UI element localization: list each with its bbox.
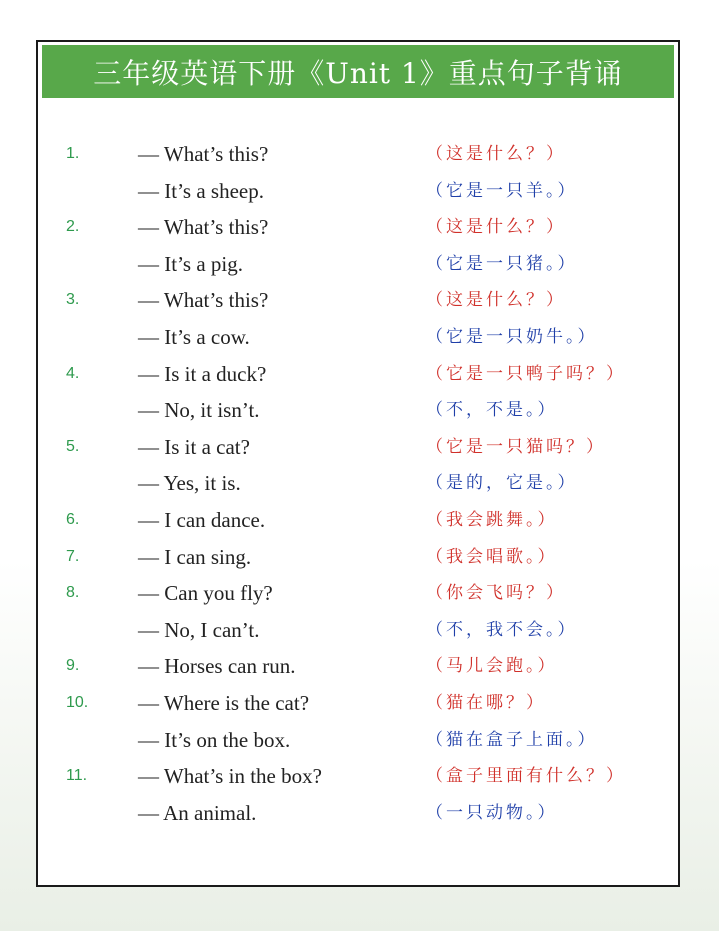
- document-frame: [36, 40, 680, 887]
- english-sentence: — It’s a cow.: [138, 324, 250, 349]
- sentence-row: [38, 209, 678, 246]
- item-number: 2.: [66, 218, 80, 236]
- chinese-translation: （这是什么？）: [426, 290, 566, 311]
- page-title: 三年级英语下册《Unit 1》重点句子背诵: [42, 45, 674, 98]
- chinese-translation: （一只动物。）: [426, 802, 558, 823]
- chinese-translation: （不，不是。）: [426, 400, 558, 421]
- sentence-row: [38, 136, 678, 173]
- english-sentence: — Is it a cat?: [138, 434, 250, 459]
- chinese-translation: （不，我不会。）: [426, 619, 578, 640]
- chinese-translation: （你会飞吗？）: [426, 583, 566, 604]
- item-number: 3.: [66, 291, 80, 309]
- chinese-translation: （猫在盒子上面。）: [426, 729, 598, 750]
- sentence-row: [38, 722, 678, 759]
- sentence-row: [38, 758, 678, 795]
- chinese-translation: （这是什么？）: [426, 217, 566, 238]
- item-number: 10.: [66, 693, 89, 711]
- chinese-translation: （它是一只鸭子吗？）: [426, 363, 626, 384]
- english-sentence: — I can sing.: [138, 544, 252, 569]
- chinese-translation: （它是一只猫吗？）: [426, 436, 606, 457]
- sentence-row: [38, 612, 678, 649]
- item-number: 4.: [66, 364, 80, 382]
- sentence-row: [38, 465, 678, 502]
- chinese-translation: （我会跳舞。）: [426, 509, 558, 530]
- chinese-translation: （它是一只羊。）: [426, 180, 578, 201]
- english-sentence: — Where is the cat?: [138, 690, 310, 715]
- sentence-row: [38, 356, 678, 393]
- item-number: 6.: [66, 510, 80, 528]
- english-sentence: — What’s this?: [138, 142, 269, 166]
- english-sentence: — Horses can run.: [138, 654, 296, 679]
- english-sentence: — Yes, it is.: [138, 471, 241, 496]
- english-sentence: — What’s this?: [138, 288, 269, 313]
- english-sentence: — No, I can’t.: [138, 617, 260, 642]
- english-sentence: — Is it a duck?: [138, 361, 267, 386]
- item-number: 11.: [66, 767, 88, 785]
- sentence-row: [38, 575, 678, 612]
- sentence-row: [38, 173, 678, 210]
- sentence-row: [38, 502, 678, 539]
- sentence-row: [38, 429, 678, 466]
- sentence-row: [38, 246, 678, 283]
- chinese-translation: （是的，它是。）: [426, 473, 578, 494]
- item-number: 1.: [66, 145, 80, 162]
- english-sentence: — Can you fly?: [138, 581, 273, 606]
- english-sentence: — An animal.: [138, 800, 257, 825]
- sentence-row: [38, 795, 678, 832]
- chinese-translation: （它是一只猪。）: [426, 253, 578, 274]
- item-number: 9.: [66, 657, 80, 675]
- sentence-row: [38, 539, 678, 576]
- item-number: 5.: [66, 437, 80, 455]
- sentence-row: [38, 685, 678, 722]
- chinese-translation: （它是一只奶牛。）: [426, 326, 598, 347]
- sentence-row: [38, 392, 678, 429]
- english-sentence: — I can dance.: [138, 507, 266, 532]
- chinese-translation: （我会唱歌。）: [426, 546, 558, 567]
- chinese-translation: （这是什么？）: [426, 144, 566, 164]
- english-sentence: — What’s in the box?: [138, 764, 322, 789]
- english-sentence: — It’s a pig.: [138, 251, 243, 276]
- chinese-translation: （猫在哪？）: [426, 692, 546, 713]
- chinese-translation: （马儿会跑。）: [426, 656, 558, 677]
- item-number: 7.: [66, 547, 80, 565]
- sentence-row: [38, 319, 678, 356]
- chinese-translation: （盒子里面有什么？）: [426, 766, 626, 787]
- sentence-row: [38, 648, 678, 685]
- english-sentence: — It’s a sheep.: [138, 178, 264, 203]
- english-sentence: — No, it isn’t.: [138, 398, 260, 423]
- sentence-row: [38, 282, 678, 319]
- english-sentence: — What’s this?: [138, 215, 269, 240]
- english-sentence: — It’s on the box.: [138, 727, 291, 752]
- item-number: 8.: [66, 584, 80, 602]
- sentence-list: [38, 136, 678, 831]
